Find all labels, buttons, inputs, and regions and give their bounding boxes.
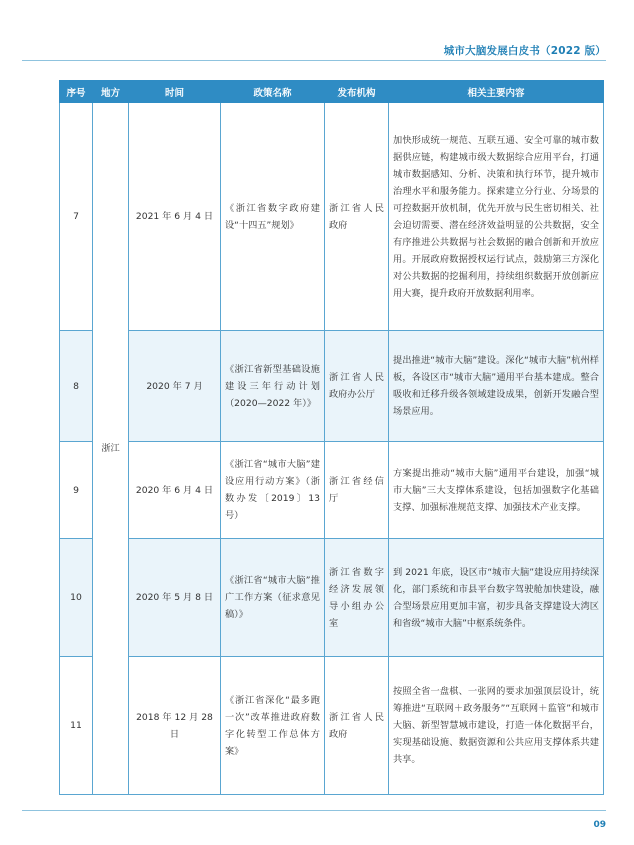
policy-table (59, 80, 604, 795)
row-policy-name: 《浙江省数字政府建设“十四五”规划》 (221, 103, 325, 331)
row-number: 11 (60, 657, 93, 795)
row-content: 提出推进“城市大脑”建设。深化“城市大脑”杭州样板，各设区市“城市大脑”通用平台基本建成。整合吸收和迁移升级各领域建设成果，创新开发融合型场景应用。 (389, 331, 604, 442)
page-number: 09 (593, 820, 606, 830)
row-number: 10 (60, 539, 93, 657)
header-divider (22, 60, 606, 61)
column-header-publisher: 发布机构 (325, 81, 389, 103)
row-content: 按照全省一盘棋、一张网的要求加强顶层设计，统筹推进“互联网＋政务服务”“互联网＋监管”和城市大脑、新型智慧城市建设，打造一体化数据平台，实现基础设施、数据资源和公共应用支撑体系共建共享。 (389, 657, 604, 795)
row-content: 方案提出推动“城市大脑”通用平台建设，加强“城市大脑”三大支撑体系建设，包括加强数字化基础支撑、加强标准规范支撑、加强技术产业支撑。 (389, 442, 604, 539)
table-row (60, 657, 604, 795)
row-policy-name: 《浙江省深化“最多跑一次”改革推进政府数字化转型工作总体方案》 (221, 657, 325, 795)
row-time: 2020 年 5 月 8 日 (129, 539, 221, 657)
row-publisher: 浙江省经信厅 (325, 442, 389, 539)
row-time: 2020 年 6 月 4 日 (129, 442, 221, 539)
column-header-time: 时间 (129, 81, 221, 103)
column-header-region: 地方 (93, 81, 129, 103)
row-number: 7 (60, 103, 93, 331)
column-header-no: 序号 (60, 81, 93, 103)
row-publisher: 浙江省人民政府 (325, 103, 389, 331)
table-row (60, 539, 604, 657)
table-row (60, 442, 604, 539)
document-running-title: 城市大脑发展白皮书（2022 版） (443, 45, 606, 57)
column-header-content: 相关主要内容 (389, 81, 604, 103)
column-header-policy-name: 政策名称 (221, 81, 325, 103)
row-publisher: 浙江省人民政府 (325, 657, 389, 795)
table-row (60, 103, 604, 331)
row-policy-name: 《浙江省“城市大脑”建设应用行动方案》（浙数办发〔2019〕13 号） (221, 442, 325, 539)
row-time: 2018 年 12 月 28 日 (129, 657, 221, 795)
row-number: 8 (60, 331, 93, 442)
region-cell: 浙江 (93, 103, 129, 795)
row-policy-name: 《浙江省“城市大脑”推广工作方案（征求意见稿）》 (221, 539, 325, 657)
row-content: 到 2021 年底，设区市“城市大脑”建设应用持续深化，部门系统和市县平台数字驾驶舱加快建设，融合型场景应用更加丰富，初步具备支撑建设大湾区和省级“城市大脑”中枢系统条件。 (389, 539, 604, 657)
table-header-row (60, 81, 604, 103)
row-policy-name: 《浙江省新型基础设施建设三年行动计划（2020—2022 年）》 (221, 331, 325, 442)
row-publisher: 浙江省数字经济发展领导小组办公室 (325, 539, 389, 657)
row-number: 9 (60, 442, 93, 539)
table-row (60, 331, 604, 442)
row-content: 加快形成统一规范、互联互通、安全可靠的城市数据供应链，构建城市级大数据综合应用平台，打通城市数据感知、分析、决策和执行环节，提升城市治理水平和服务能力。探索建立分行业、分场景的可控数据开放机制，优先开放与民生密切相关、社会迫切需要、潜在经济效益明显的公共数据，安全有序推进公共数据与社会数据的融合创新和开放应用。开展政府数据授权运行试点，鼓励第三方深化对公共数据的挖掘利用，持续组织数据开放创新应用大赛，提升政府开放数据利用率。 (389, 103, 604, 331)
row-publisher: 浙江省人民政府办公厅 (325, 331, 389, 442)
row-time: 2021 年 6 月 4 日 (129, 103, 221, 331)
row-time: 2020 年 7 月 (129, 331, 221, 442)
footer-divider (22, 810, 606, 811)
